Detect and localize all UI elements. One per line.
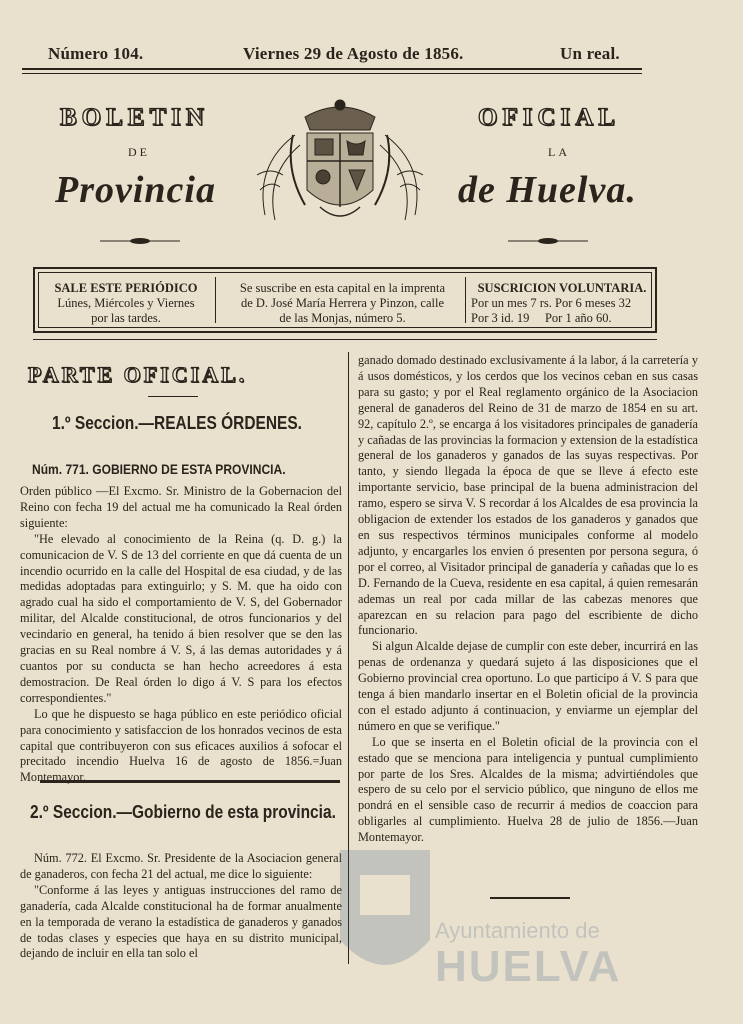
masthead-rule-thin xyxy=(22,73,642,74)
location-line-3: de las Monjas, número 5. xyxy=(279,311,406,325)
order-771-heading: Núm. 771. GOBIERNO DE ESTA PROVINCIA. xyxy=(32,461,286,477)
box-divider-2 xyxy=(465,277,466,323)
section-1-body xyxy=(20,484,342,786)
section-2-body xyxy=(20,851,342,962)
archive-watermark xyxy=(330,830,660,1020)
section-1-heading: 1.º Seccion.—REALES ÓRDENES. xyxy=(52,413,302,433)
watermark-shield-icon xyxy=(330,830,440,990)
livestock-instructions: ganado domado destinado exclusivamente á la labor, á la carretería y á usos domésticos, y los cerdos que los vecinos ceban en sus casas para su gasto; y por el Real reglamento orgánico de la Asociacion general de ganaderos del Reino de 31 de marzo de 1854 en su art. 92, capítulo 2.º, se encarga á los visitadores principales de ganadería y cañadas de las provincias la formacion y extension de la estadística general de los ganaderos y ganados de las suyas respectivas. Por tanto, y siendo llegada la época de que se lleve á efecto este importante servicio, base principal de la buena administracion del ramo, espero se sirva V. S recordar á los Alcaldes de esa provincia la obligacion de extender los estados de los ganaderos y ganados que en sus respectivos términos municipales conforme al modelo adjunto, y encargarles los envien ó presenten por persona segura, ó por el correo, al Visitador principal de ganadería y cañadas que lo es D. Fernando de la Cueva, residente en esa capital, á quien remesarán ademas un real por cada millar de las cabezas menores que aparezcan en su relacion para pago del escribiente de dicho funcionario. xyxy=(358,353,698,638)
coat-of-arms-icon xyxy=(245,95,435,235)
schedule-title: SALE ESTE PERIÓDICO xyxy=(54,281,198,295)
ornament-left-icon xyxy=(100,237,180,245)
title-huelva: de Huelva. xyxy=(458,169,637,211)
subscription-prices xyxy=(469,281,653,326)
right-column-body xyxy=(358,353,698,846)
order-772-quote: "Conforme á las leyes y antiguas instrucciones del ramo de ganadería, cada Alcalde constitucional ha de formar anualmente en la temporada de verano la estadística de ganaderos y ganados de todas clases y especies que haya en su distrito municipal, dejando de incluir en ella tan solo el xyxy=(20,882,342,961)
prices-title: SUSCRICION VOLUNTARIA. xyxy=(477,281,647,295)
title-oficial: OFICIAL xyxy=(478,104,620,131)
title-provincia: Provincia xyxy=(55,169,216,211)
section-2-heading: 2.º Seccion.—Gobierno de esta provincia. xyxy=(30,802,336,822)
order-771-quote: "He elevado al conocimiento de la Reina (q. D. g.) la comunicacion de V. S de 13 del corriente en que dá cuenta de un incendio ocurrido en la calle del Hospital de esa ciudad, y de las medidas adoptadas para extinguirlo; y S. M. que ha oido con agrado cual ha sido el comportamiento de V. S, del Gobernador militar, del Alcalde constitucional, de otros funcionarios y del vecindario en general, ha tenido á bien resolver que se den las gracias en su Real nombre á V. S, á las demas autoridades y á cuantos por su conducta se han hecho acreedores á esta demostracion. De Real órden lo digo á V. S para los efectos correspondientes." xyxy=(20,531,342,705)
schedule-time: por las tardes. xyxy=(91,311,161,325)
location-line-2: de D. José María Herrera y Pinzon, calle xyxy=(240,296,445,310)
box-divider-1 xyxy=(215,277,216,323)
governor-closing: Lo que se inserta en el Boletin oficial de la provincia con el estado que se menciona para inteligencia y puntual cumplimiento por parte de los Sres. Alcaldes de la misma; advirtiéndoles que espero de su celo por el servicio público, que ninguno de ellos me pondrá en el sensible caso de recurrir á medios de coaccion para obligarles al cumplimiento. Huelva 28 de julio de 1856.—Juan Montemayor. xyxy=(358,734,698,845)
title-boletin: BOLETIN xyxy=(60,104,209,131)
issue-number: Número 104. xyxy=(48,44,144,63)
penalty-notice: Si algun Alcalde dejase de cumplir con este deber, incurrirá en las penas de ordenanza y quedará sujeto á las disposiciones que el Gobierno provincial crea oportuno. Lo que participo á V. S para que tenga á bien mandarlo insertar en el Boletin oficial de la provincia con el estado adjunto á continuacion, y enviarme un ejemplar del número en que se verifique." xyxy=(358,639,698,733)
schedule-days: Lúnes, Miércoles y Viernes xyxy=(57,296,195,310)
order-772-intro: Núm. 772. El Excmo. Sr. Presidente de la Asociacion general de ganaderos, con fecha 21 del actual, me dice lo siguiente: xyxy=(20,851,342,881)
order-771-closing: Lo que he dispuesto se haga público en este periódico oficial para conocimiento y satisfaccion de los honrados vecinos de esta capital que contribuyeron con sus eficaces auxilios á sofocar el precitado incendio Huelva 16 de agosto de 1856.=Juan Montemayor. xyxy=(20,706,342,785)
publication-schedule xyxy=(41,281,211,326)
prices-line-2: Por 3 id. 19 Por 1 año 60. xyxy=(471,311,612,325)
subscription-info-box xyxy=(33,267,657,333)
title-de: DE xyxy=(128,145,150,159)
location-line-1: Se suscribe en esta capital en la imprenta xyxy=(239,281,446,295)
heading-ornament-rule xyxy=(148,396,198,397)
parte-oficial-heading: PARTE OFICIAL. xyxy=(28,362,248,387)
section-divider xyxy=(40,780,340,783)
watermark-line-1: Ayuntamiento de xyxy=(435,918,600,943)
prices-line-1: Por un mes 7 rs. Por 6 meses 32 xyxy=(471,296,632,310)
subscription-location xyxy=(220,281,465,326)
order-771-intro: Orden público —El Excmo. Sr. Ministro de la Gobernacion del Reino con fecha 19 del actual me ha comunicado la Real órden siguiente: xyxy=(20,484,342,530)
masthead-rule xyxy=(22,68,642,70)
watermark-line-2: HUELVA xyxy=(435,942,622,991)
issue-price: Un real. xyxy=(560,44,620,63)
title-la: LA xyxy=(548,145,570,159)
issue-date: Viernes 29 de Agosto de 1856. xyxy=(243,44,464,63)
box-bottom-rule xyxy=(33,339,657,340)
ornament-right-icon xyxy=(508,237,588,245)
